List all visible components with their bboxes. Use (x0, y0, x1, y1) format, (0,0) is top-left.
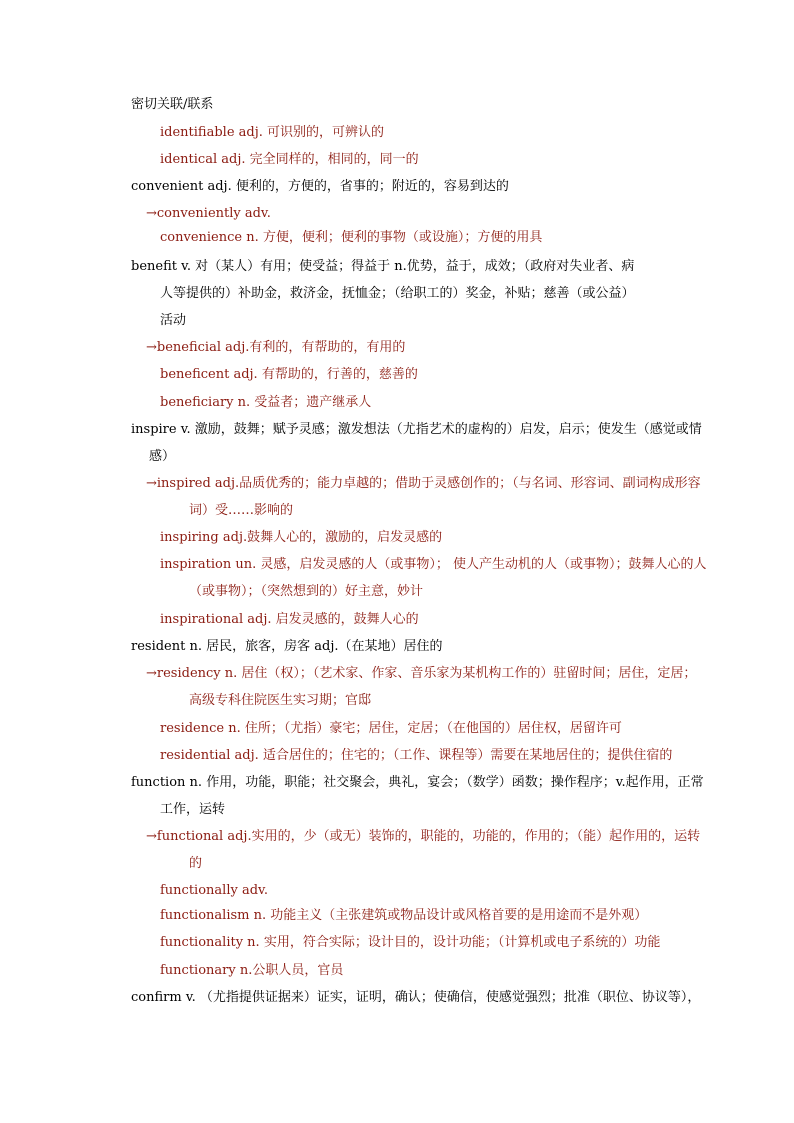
entry-functionary: functionary n.公职人员，官员 (160, 963, 344, 978)
entry-functionalism: functionalism n. 功能主义（主张建筑或物品设计或风格首要的是用途而不是外观） (160, 908, 648, 923)
entry-beneficiary: beneficiary n. 受益者；遗产继承人 (160, 395, 372, 410)
headword-confirm: confirm v. （尤指提供证据来）证实，证明，确认；使确信，使感觉强烈；批准（职位、协议等）， (131, 990, 701, 1005)
section-heading: 密切关联/联系 (131, 97, 214, 112)
entry-beneficial: →beneficial adj.有利的，有帮助的，有用的 (146, 340, 406, 355)
headword-benefit: benefit v. 对（某人）有用；使受益；得益于 n.优势，益于，成效；（政府对失业者、病 (131, 259, 635, 274)
headword-benefit-cont-2: 活动 (160, 313, 187, 328)
entry-residency-cont: 高级专科住院医生实习期；官邸 (189, 693, 372, 708)
entry-beneficent: beneficent adj. 有帮助的，行善的，慈善的 (160, 367, 418, 382)
headword-inspire: inspire v. 激励，鼓舞；赋予灵感；激发想法（尤指艺术的虚构的）启发，启示；使发生（感觉或情 (131, 422, 702, 437)
entry-inspiration: inspiration un. 灵感，启发灵感的人（或事物）； 使人产生动机的人（或事物）；鼓舞人心的人 (160, 557, 707, 572)
entry-convenience: convenience n. 方便，便利；便利的事物（或设施）；方便的用具 (160, 230, 543, 245)
entry-residency: →residency n. 居住（权）；（艺术家、作家、音乐家为某机构工作的）驻留时间；居住，定居； (146, 666, 697, 681)
headword-inspire-cont: 感） (149, 449, 176, 464)
entry-inspired-cont: 词）受……影响的 (189, 503, 294, 518)
entry-identical: identical adj. 完全同样的，相同的，同一的 (160, 152, 419, 167)
entry-functionally: functionally adv. (160, 883, 268, 898)
entry-inspiring: inspiring adj.鼓舞人心的，激励的，启发灵感的 (160, 530, 443, 545)
headword-function-cont: 工作，运转 (160, 802, 226, 817)
entry-functional: →functional adj.实用的，少（或无）装饰的，职能的，功能的，作用的；（能）起作用的，运转 (146, 829, 701, 844)
entry-inspiration-cont: （或事物）；（突然想到的）好主意，妙计 (189, 584, 424, 599)
headword-resident: resident n. 居民，旅客，房客 adj.（在某地）居住的 (131, 639, 443, 654)
entry-conveniently: →conveniently adv. (146, 206, 271, 221)
entry-functional-cont: 的 (189, 856, 203, 871)
entry-inspired: →inspired adj.品质优秀的；能力卓越的；借助于灵感创作的；（与名词、形容词、副词构成形容 (146, 476, 701, 491)
entry-inspirational: inspirational adj. 启发灵感的，鼓舞人心的 (160, 612, 419, 627)
entry-identifiable: identifiable adj. 可识别的，可辨认的 (160, 125, 385, 140)
entry-residence: residence n. 住所；（尤指）豪宅；居住，定居；（在他国的）居住权，居留许可 (160, 721, 622, 736)
entry-residential: residential adj. 适合居住的；住宅的；（工作、课程等）需要在某地居住的；提供住宿的 (160, 748, 673, 763)
headword-benefit-cont-1: 人等提供的）补助金，救济金，抚恤金；（给职工的）奖金，补贴；慈善（或公益） (160, 286, 635, 301)
headword-convenient: convenient adj. 便利的，方便的，省事的；附近的，容易到达的 (131, 179, 509, 194)
entry-functionality: functionality n. 实用，符合实际；设计目的，设计功能；（计算机或电子系统的）功能 (160, 935, 661, 950)
headword-function: function n. 作用，功能，职能；社交聚会，典礼，宴会；（数学）函数；操作程序；v.起作用，正常 (131, 775, 704, 790)
